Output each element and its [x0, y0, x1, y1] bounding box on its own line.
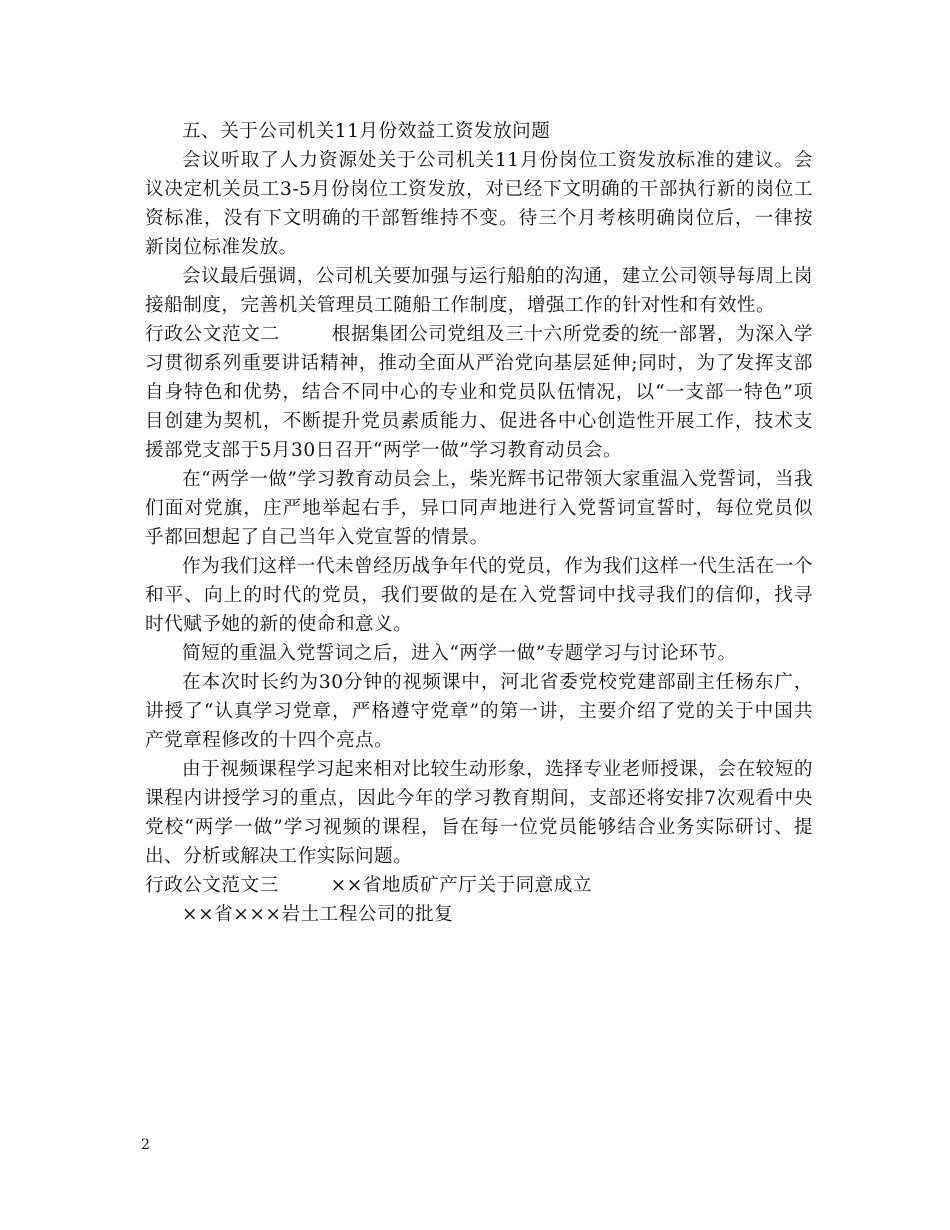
paragraph: 简短的重温入党誓词之后，进入“两学一做”专题学习与讨论环节。 — [182, 643, 737, 664]
paragraph: 作为我们这样一代未曾经历战争年代的党员，作为我们这样一代生活在一个和平、向上的时代的党员，我们要做的是在入党誓词中找寻我们的信仰，找寻时代赋予她的新的使命和意义。 — [145, 556, 813, 635]
fanwen-text: ××省地质矿产厅关于同意成立 — [330, 875, 592, 896]
fanwen-label: 行政公文范文二 — [145, 324, 280, 345]
document-body — [145, 117, 813, 929]
paragraph: 由于视频课程学习起来相对比较生动形象，选择专业老师授课，会在较短的课程内讲授学习的重点，因此今年的学习教育期间，支部还将安排7次观看中央党校“两学一做”学习视频的课程，旨在每一位党员能够结合业务实际研讨、提出、分析或解决工作实际问题。 — [145, 759, 813, 867]
fanwen-paragraph — [145, 320, 813, 465]
fanwen-paragraph — [145, 871, 813, 900]
paragraph: 在本次时长约为30分钟的视频课中，河北省委党校党建部副主任杨东广，讲授了“认真学习党章，严格遵守党章”的第一讲，主要介绍了党的关于中国共产党章程修改的十四个亮点。 — [145, 672, 813, 751]
fanwen-label: 行政公文范文三 — [145, 875, 279, 896]
paragraph: 会议听取了人力资源处关于公司机关11月份岗位工资发放标准的建议。会议决定机关员工3-5月份岗位工资发放，对已经下文明确的干部执行新的岗位工资标准，没有下文明确的干部暂维持不变。待三个月考核明确岗位后，一律按新岗位标准发放。 — [145, 150, 813, 258]
page-number: 2 — [141, 1137, 150, 1153]
fanwen-text: 根据集团公司党组及三十六所党委的统一部署，为深入学习贯彻系列重要讲话精神，推动全面从严治党向基层延伸;同时，为了发挥支部自身特色和优势，结合不同中心的专业和党员队伍情况，以“一支部一特色”项目创建为契机，不断提升党员素质能力、促进各中心创造性开展工作，技术支援部党支部于5月30日召开“两学一做”学习教育动员会。 — [145, 324, 813, 461]
section-heading: 五、关于公司机关11月份效益工资发放问题 — [182, 121, 551, 142]
paragraph: 在“两学一做”学习教育动员会上，柴光辉书记带领大家重温入党誓词，当我们面对党旗，庄严地举起右手，异口同声地进行入党誓词宣誓时，每位党员似乎都回想起了自己当年入党宣誓的情景。 — [145, 469, 814, 548]
paragraph: 会议最后强调，公司机关要加强与运行船舶的沟通，建立公司领导每周上岗接船制度，完善机关管理员工随船工作制度，增强工作的针对性和有效性。 — [145, 266, 813, 316]
paragraph: ××省×××岩土工程公司的批复 — [182, 904, 454, 925]
